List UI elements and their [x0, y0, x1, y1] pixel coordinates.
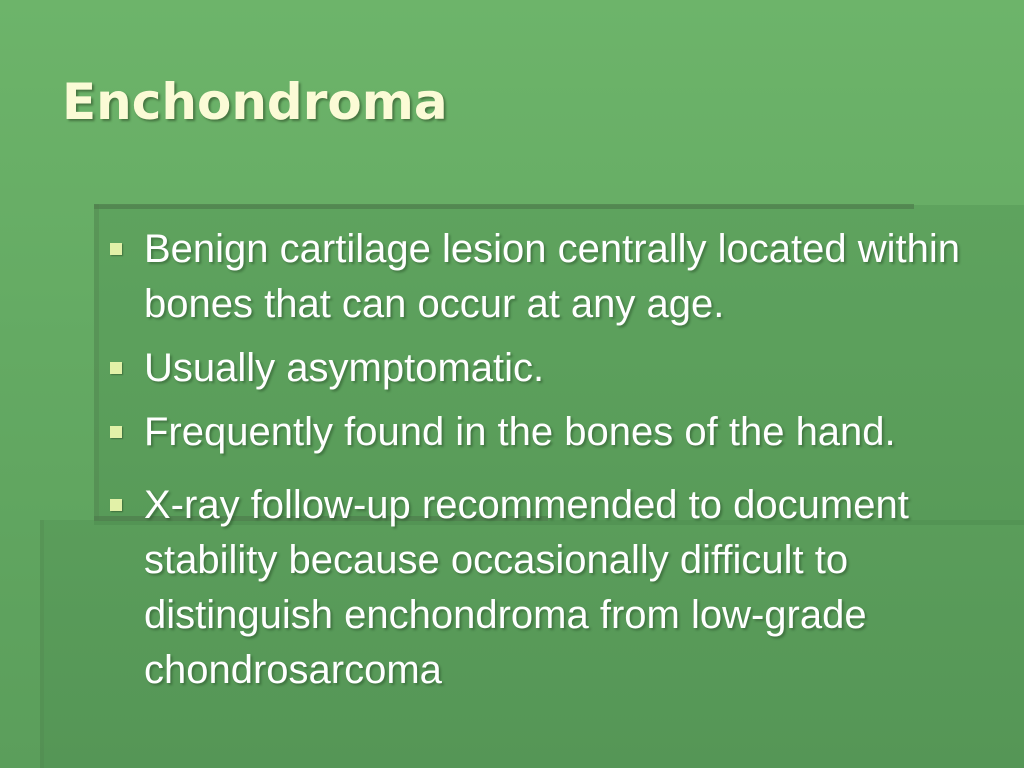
- decorative-line-lower-left: [40, 520, 44, 768]
- square-bullet-icon: [110, 362, 122, 374]
- decorative-line-left: [94, 204, 99, 520]
- bullet-item: [102, 222, 982, 332]
- bullet-list: [102, 222, 982, 707]
- slide-title: Enchondroma: [62, 73, 448, 131]
- bullet-text: Benign cartilage lesion centrally located within bones that can occur at any age.: [144, 227, 961, 326]
- bullet-item: [102, 405, 982, 460]
- bullet-text: Usually asymptomatic.: [144, 346, 545, 390]
- bullet-item: [102, 478, 982, 698]
- bullet-text: X-ray follow-up recommended to document stability because occasionally difficult to distinguish enchondroma from low-grade chondrosarcoma: [144, 483, 909, 692]
- bullet-item: [102, 341, 982, 396]
- square-bullet-icon: [110, 426, 122, 438]
- bullet-text: Frequently found in the bones of the hand.: [144, 410, 896, 454]
- decorative-line-top: [94, 204, 914, 209]
- square-bullet-icon: [110, 499, 122, 511]
- square-bullet-icon: [110, 243, 122, 255]
